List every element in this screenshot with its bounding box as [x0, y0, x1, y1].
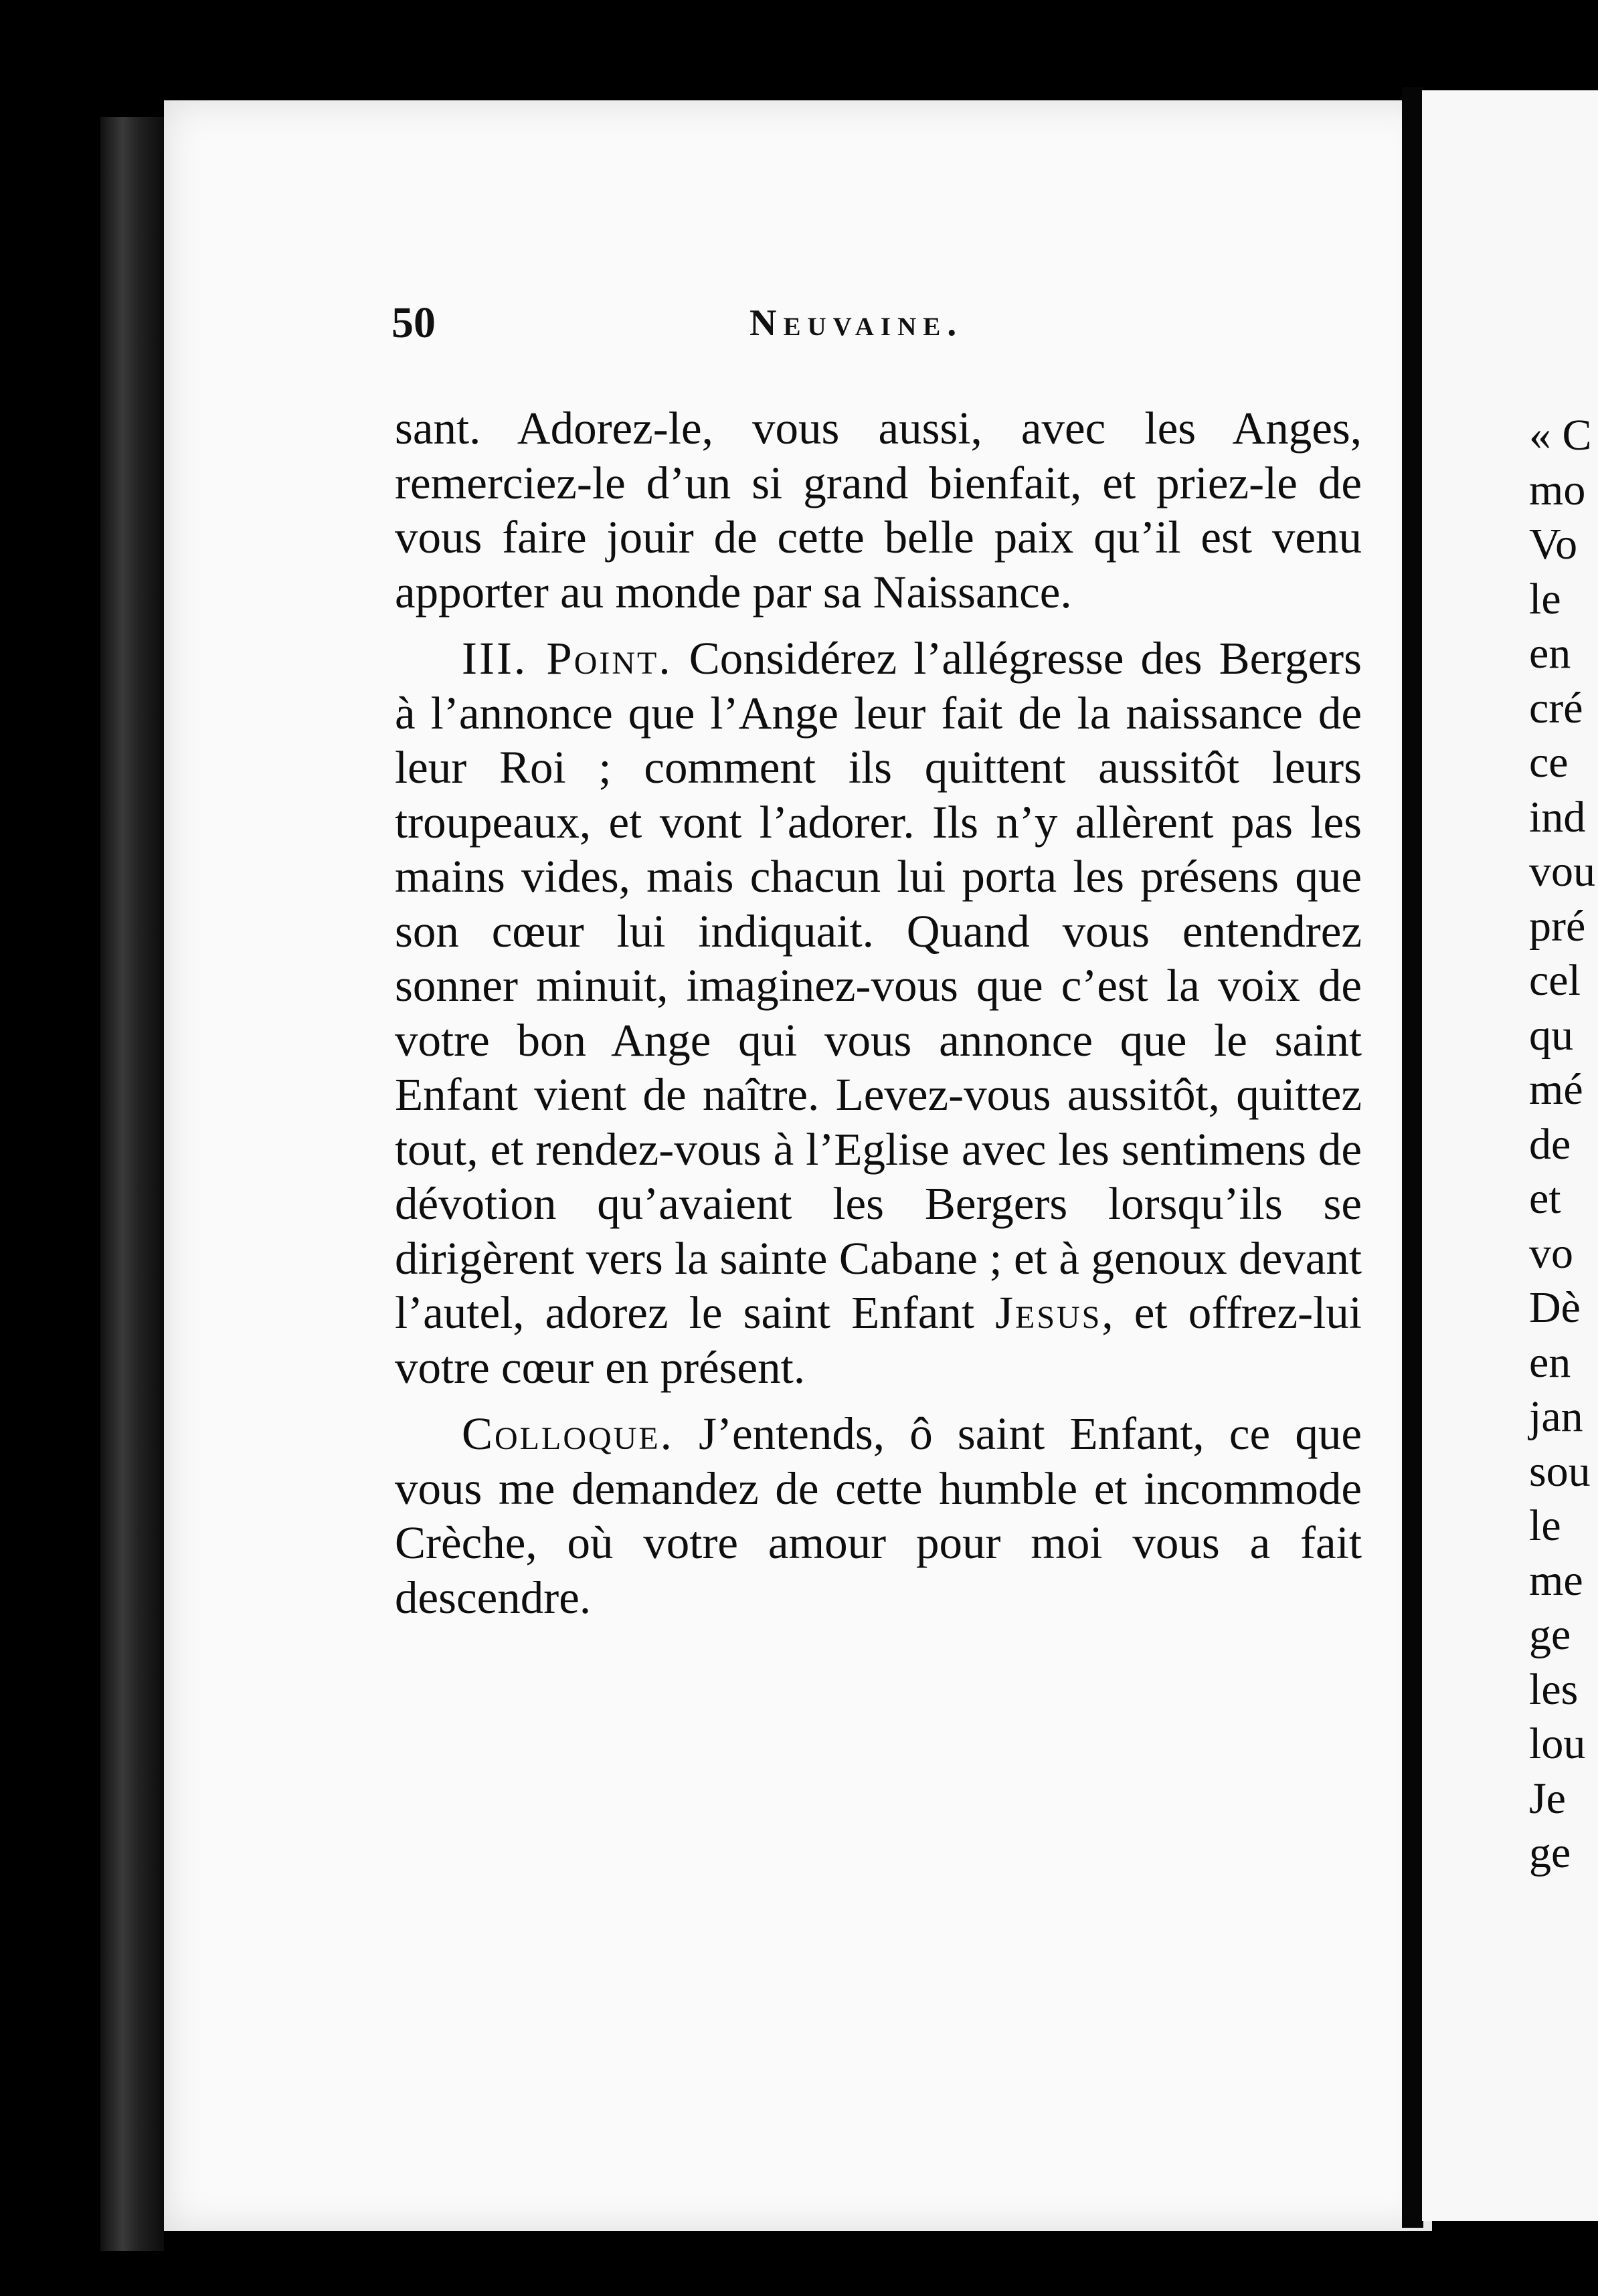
name-jesus: Jesus — [995, 1287, 1102, 1338]
running-title: Neuvaine. — [749, 302, 964, 344]
page-gutter — [1402, 87, 1423, 2228]
page-number: 50 — [391, 298, 436, 347]
paragraph-1: sant. Adorez-le, vous aussi, avec les Anges, remerciez-le d’un si grand bienfait, et priez-le de vous faire jouir de cette belle paix qu’il est venu apporter au monde par sa Naissance. — [395, 403, 1362, 617]
paragraph-colloque — [395, 1407, 1362, 1625]
facing-page-fragments: « C mo Vo le en cré ce ind vou pré cel qu mé de et vo Dè en jan sou le me ge les lou Je ge — [1529, 411, 1595, 1877]
section-label-colloque: Colloque. — [462, 1408, 674, 1459]
paragraph-point-three — [395, 632, 1362, 1395]
page-header — [391, 298, 1061, 358]
colloque-text: J’entends, ô saint Enfant, ce que vous me demandez de cette humble et incommode Crèche, où votre amour pour moi vous a fait descendre. — [395, 1408, 1362, 1623]
section-label-point: III. Point. — [462, 633, 673, 684]
paragraph-point-text: Considérez l’allégresse des Bergers à l’annonce que l’Ange leur fait de la naissance de leur Roi ; comment ils quittent aussitôt leurs troupeaux, et vont l’adorer. Ils n’y allèrent pas les mains vides, mais chacun lui porta les présens que son cœur lui indiquait. Quand vous entendrez sonner minuit, imaginez-vous que c’est la voix de votre bon Ange qui vous annonce que le saint Enfant vient de naître. Levez-vous aussitôt, quittez tout, et rendez-vous à l’Eglise avec les sentimens de dévotion qu’avaient les Bergers lorsqu’ils se dirigèrent vers la sainte Cabane ; et à genoux devant l’autel, adorez le saint Enfant — [395, 633, 1362, 1338]
body-text — [395, 401, 1362, 1637]
book-spine — [100, 117, 164, 2251]
paragraph-point-end: , et offrez-lui votre cœur en présent. — [395, 1287, 1362, 1393]
